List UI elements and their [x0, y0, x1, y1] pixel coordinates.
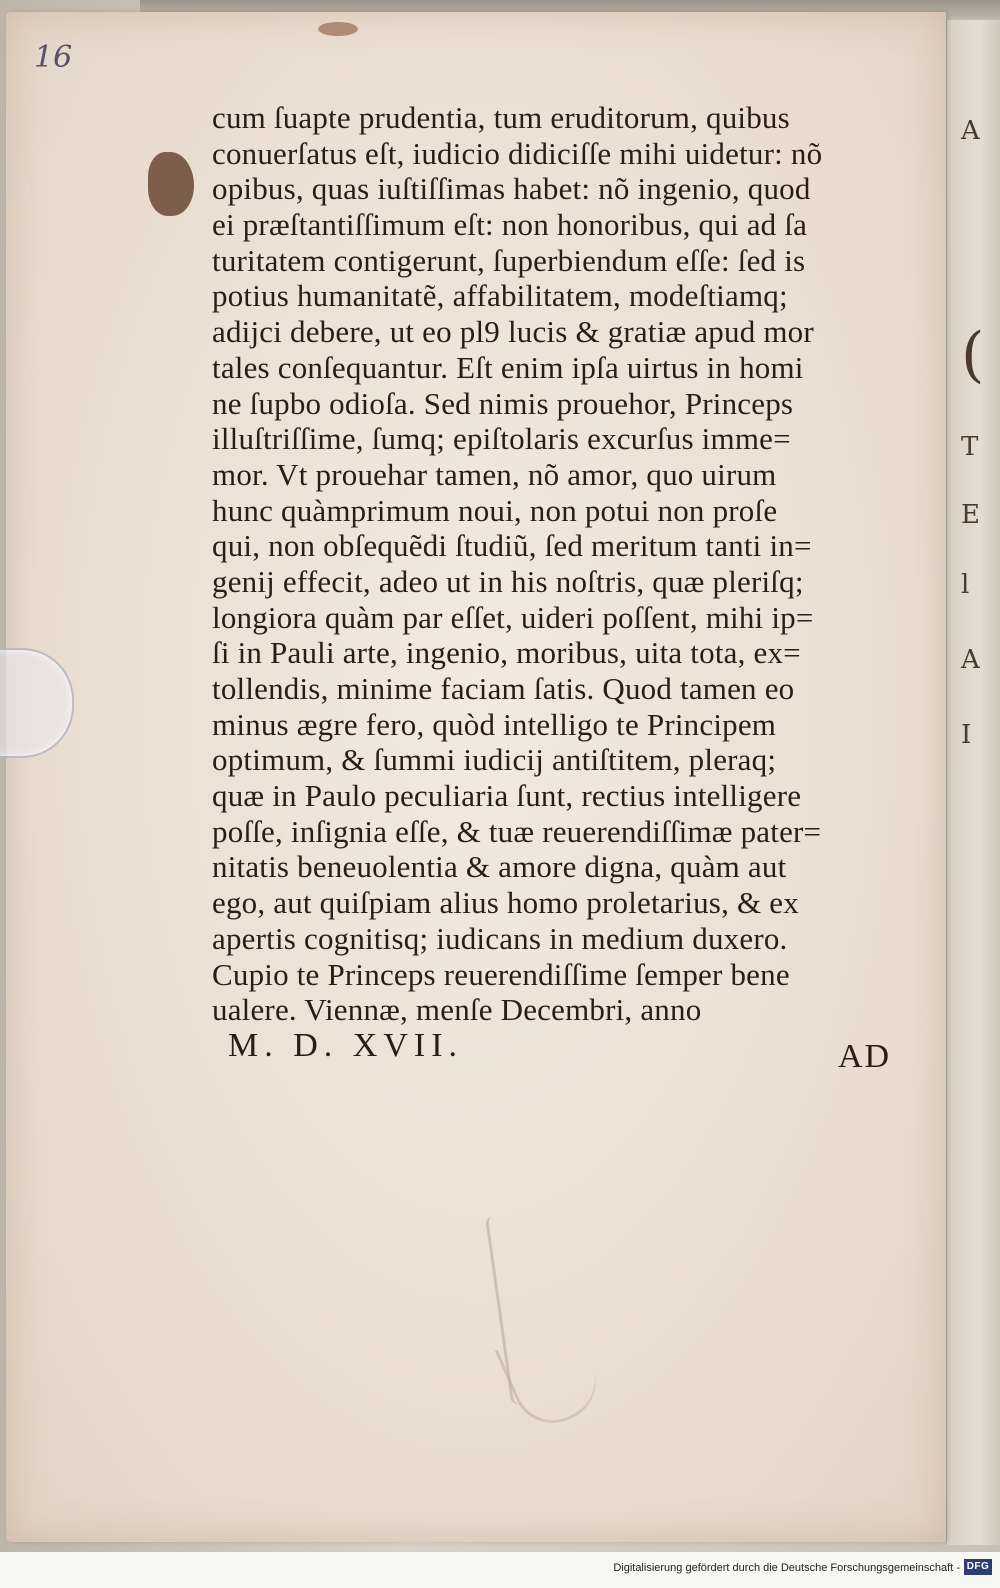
digitization-credit: Digitalisierung gefördert durch die Deutsche Forschungsgemeinschaft -	[613, 1562, 960, 1574]
paper-stain	[148, 152, 194, 216]
text-line: nitatis beneuolentia & amore digna, quàm aut	[212, 849, 787, 885]
facing-page-glyph: A	[961, 645, 980, 675]
facing-page-glyph: E	[961, 500, 980, 530]
text-line: opibus, quas iuſtiſſimas habet: nõ ingenio, quod	[212, 171, 811, 207]
text-line: poſſe, inſignia eſſe, & tuæ reuerendiſſimæ pater=	[212, 813, 822, 849]
facing-page-glyph: I	[961, 720, 972, 750]
text-line: hunc quàmprimum noui, non potui non proſe	[212, 492, 778, 528]
text-line: turitatem contigerunt, ſuperbiendum eſſe: ſed is	[212, 242, 806, 278]
text-line: ſi in Pauli arte, ingenio, moribus, uita tota, ex=	[212, 635, 801, 671]
text-line: conuerſatus eſt, iudicio didiciſſe mihi uidetur: nõ	[212, 135, 823, 171]
facing-page-glyph: T	[961, 432, 979, 462]
text-line: adijci debere, ut eo pl9 lucis & gratiæ apud mor	[212, 314, 814, 350]
text-line: illuſtriſſime, ſumq; epiſtolaris excurſus imme=	[212, 421, 791, 457]
text-line: ei præſtantiſſimum eſt: non honoribus, qui ad ſa	[212, 207, 808, 243]
text-line: tales conſequantur. Eſt enim ipſa uirtus in homi	[212, 349, 804, 385]
facing-page-glyph: l	[961, 570, 970, 600]
text-line: quæ in Paulo peculiaria ſunt, rectius intelligere	[212, 778, 802, 814]
text-line: longiora quàm par eſſet, uideri poſſent, mihi ip=	[212, 599, 814, 635]
facing-page-glyph: (	[961, 320, 985, 390]
handwritten-page-number: 16	[34, 40, 73, 75]
text-line: optimum, & ſummi iudicij antiſtitem, pleraq;	[212, 742, 777, 778]
facing-page-glyph: A	[961, 116, 980, 146]
paper-stain	[318, 22, 358, 36]
text-line: apertis cognitisq; iudicans in medium duxero.	[212, 920, 788, 956]
text-line: ne ſupbo odioſa. Sed nimis prouehor, Princeps	[212, 385, 794, 421]
text-line: potius humanitatẽ, affabilitatem, modeſtiamq;	[212, 278, 788, 314]
text-line: genij effecit, adeo ut in his noſtris, quæ pleriſq;	[212, 563, 804, 599]
catchword: AD	[838, 1038, 892, 1075]
text-line: qui, non obſequẽdi ſtudiũ, ſed meritum tanti in=	[212, 528, 812, 564]
latin-text-block	[212, 100, 912, 1064]
text-line: ualere. Viennæ, menſe Decembri, anno	[212, 992, 702, 1028]
text-line: minus ægre fero, quòd intelligo te Principem	[212, 706, 777, 742]
text-line: Cupio te Princeps reuerendiſſime ſemper bene	[212, 956, 790, 992]
facing-page-edge	[946, 20, 1000, 1545]
text-line: ego, aut quiſpiam alius homo proletarius, & ex	[212, 885, 799, 921]
text-line: tollendis, minime faciam ſatis. Quod tamen eo	[212, 671, 795, 706]
date-line: M. D. XVII.	[228, 1026, 464, 1064]
text-line: cum ſuapte prudentia, tum eruditorum, quibus	[212, 100, 790, 135]
text-line: mor. Vt prouehar tamen, nõ amor, quo uirum	[212, 456, 777, 492]
dfg-logo: DFG	[964, 1559, 992, 1575]
